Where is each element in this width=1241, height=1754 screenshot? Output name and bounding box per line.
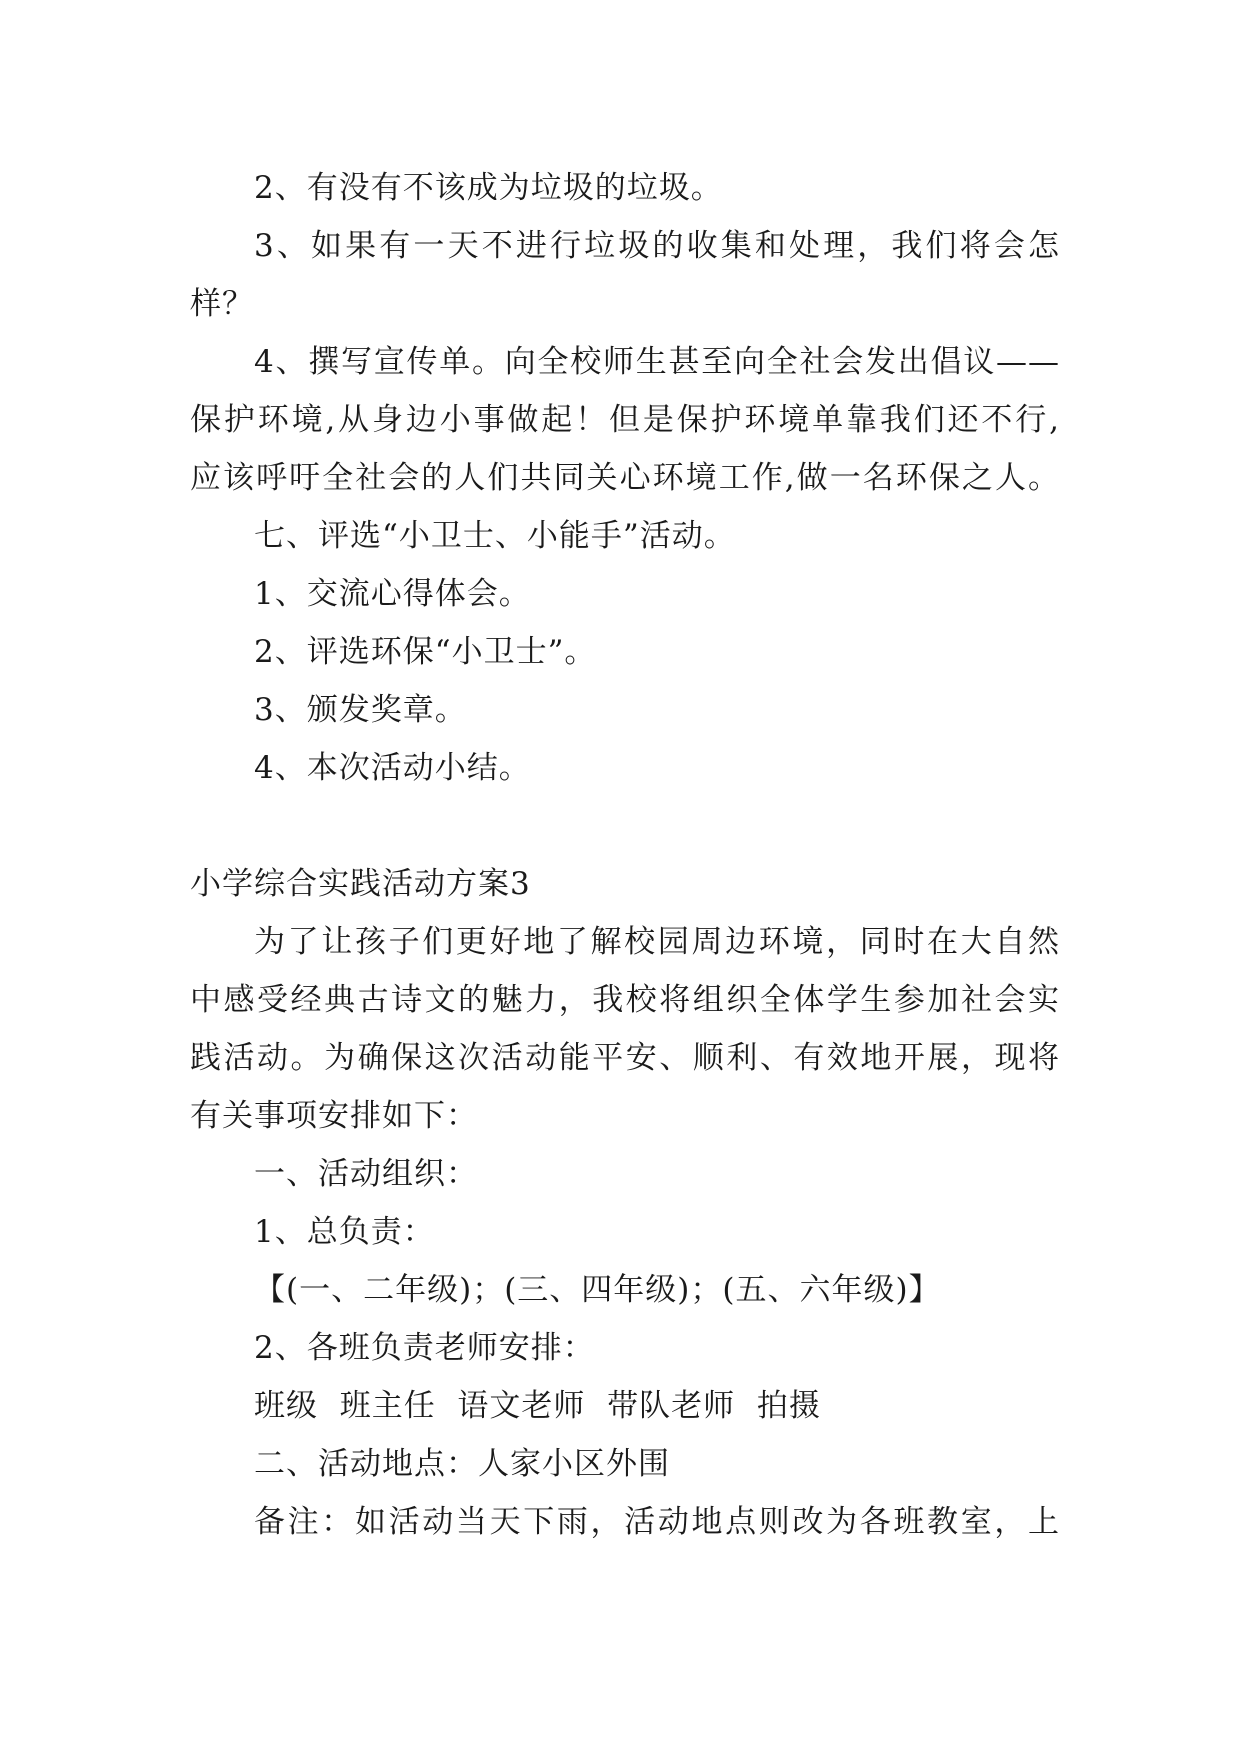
list-item: 2、评选环保“小卫士”。 — [254, 634, 597, 670]
paragraph-line: 应该呼吁全社会的人们共同关心环境工作,做一名环保之人。 — [190, 460, 1060, 496]
paragraph-line: 中感受经典古诗文的魅力，我校将组织全体学生参加社会实 — [190, 982, 1060, 1018]
paragraph-line: 有关事项安排如下： — [190, 1098, 478, 1134]
list-item: 1、交流心得体会。 — [254, 576, 531, 612]
paragraph-line: 为了让孩子们更好地了解校园周边环境，同时在大自然 — [254, 924, 1060, 960]
table-header-row: 班级 班主任 语文老师 带队老师 拍摄 — [254, 1388, 821, 1424]
list-item: 2、各班负责老师安排： — [254, 1330, 595, 1366]
paragraph-line: 备注：如活动当天下雨，活动地点则改为各班教室，上 — [254, 1504, 1060, 1540]
section-heading: 一、活动组织： — [254, 1156, 478, 1192]
paragraph-line: 2、有没有不该成为垃圾的垃圾。 — [254, 170, 723, 206]
document-title: 小学综合实践活动方案3 — [190, 866, 531, 902]
grade-groups: 【(一、二年级)；(三、四年级)；(五、六年级)】 — [254, 1272, 941, 1308]
list-item: 3、颁发奖章。 — [254, 692, 467, 728]
paragraph-line: 践活动。为确保这次活动能平安、顺利、有效地开展，现将 — [190, 1040, 1060, 1076]
paragraph-line: 3、如果有一天不进行垃圾的收集和处理，我们将会怎 — [254, 228, 1060, 264]
section-heading: 七、评选“小卫士、小能手”活动。 — [254, 518, 736, 554]
paragraph-line: 4、撰写宣传单。向全校师生甚至向全社会发出倡议—— — [254, 344, 1060, 380]
paragraph-line: 样？ — [190, 286, 254, 322]
paragraph-line: 保护环境,从身边小事做起！但是保护环境单靠我们还不行, — [190, 402, 1060, 438]
list-item: 4、本次活动小结。 — [254, 750, 531, 786]
list-item: 1、总负责： — [254, 1214, 435, 1250]
section-heading: 二、活动地点：人家小区外围 — [254, 1446, 670, 1482]
